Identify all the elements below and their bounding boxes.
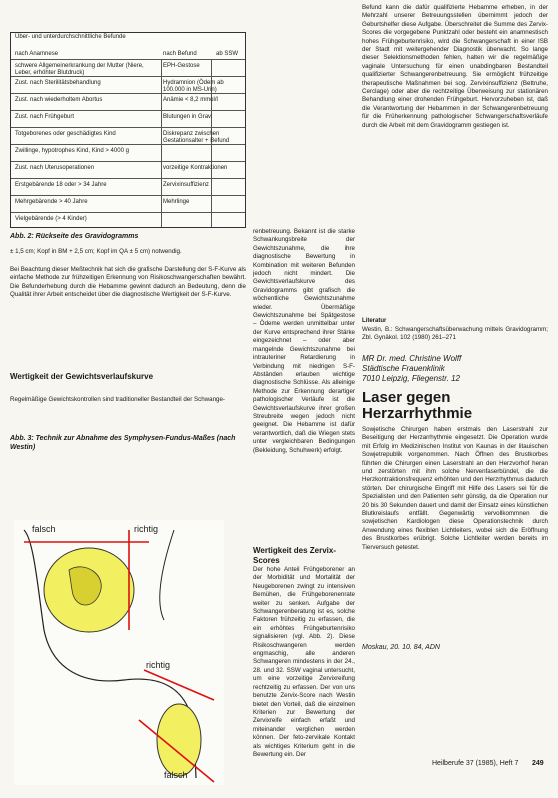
- form-row: [11, 76, 245, 94]
- literature-text: Westin, B.: Schwangerschaftsüberwachung mittels Gravidogramm; Zbl. Gynäkol. 102 (1980) 261–271: [362, 326, 548, 342]
- heading-wertigkeit: Wertigkeit der Gewichtsverlaufskurve: [10, 372, 154, 381]
- form-header-1: Über- und unterdurchschnittliche Befunde: [15, 34, 126, 40]
- form-row-anamnese: Zust. nach wiederholtem Abortus: [15, 97, 103, 103]
- form-row-anamnese: Zust. nach Frühgeburt: [15, 114, 75, 120]
- col3-text2: Sowjetische Chirurgen haben erstmals den Laserstrahl zur Beseitigung der Herzarrhythmie eingesetzt. Die Operation wurde mit Erfolg im Medizinischen Institut von Kaunas in der litauischen Sowjetrepublik vorgenommen. Nach Öffnen des Brustkorbes führten die Chirurgen einen Laserstrahl an den Herzvorhof heran und zerstörten mit ihm solche Nervenfaserbündel, die die Herzkontraktionsfrequenz erhöhten und den Herzrhythmus dadurch störten. Der chirurgische Eingriff mit Hilfe des Lasers sei für die Spezialisten und den Patienten sehr günstig, da die Operation nur 20 bis 30 Sekunden dauert und damit der Einsatz eines künstlichen Blutkreislaufs entfällt. Gegenwärtig vervollkommnen die sowjetischen Kardiologen diese Operationstechnik durch Anwendung eines flexiblen Lichtleiters, wobei sich die Eröffnung des Brustkorbes erübrigt. Solche Lichtleiter werden bereits im Tierversuch getestet.: [362, 426, 548, 551]
- form-row-befund: Blutungen in Grav.: [163, 114, 213, 120]
- col2-text1: renbetreuung. Bekannt ist die starke Schwankungsbreite der Gewichtszunahme, die ihre diagnostische Bewertung in Kombination mit weiteren Befunden jedoch nicht mindert. Die Gewichtsverlaufskurve des Gravidogramms gibt grafisch die wöchentliche Gewichtszunahme wieder. Übermäßige Gewichtszunahme bei Spätgestose – Ödeme werden unmittelbar unter der Kurve entsprechend ihrer Stärke eingezeichnet – oder aber mangelnde Gewichtszunahme bei intrauteriner Retardierung in Verbindung mit niedrigen S-F-Abständen erlauben wichtige diagnostische Schlüsse. Als alleinige Methode zur Erkennung derartiger pathologischer Verläufe ist die Gewichtsverlaufskurve ihrer großen Streubreite wegen jedoch nicht geeignet. Die Hebamme ist dafür verantwortlich, daß die Wiegen stets unter vergleichbaren Bedingungen (Bekleidung, Schuhwerk) erfolgt.: [253, 228, 355, 454]
- form-header-2: nach Anamnese: [15, 51, 59, 57]
- news-source: Moskau, 20. 10. 84, ADN: [362, 644, 440, 651]
- form-row-befund: Zervixinsuffizienz: [163, 182, 209, 188]
- fig3-drawing: [14, 520, 224, 785]
- page-number: 249: [532, 760, 544, 767]
- form-row-anamnese: Zust. nach Uterusoperationen: [15, 165, 95, 171]
- form-row-befund: vorzeitige Kontraktionen: [163, 165, 228, 171]
- gravidogram-form: [10, 32, 246, 228]
- col1-text1: ± 1,5 cm; Kopf in BM + 2,5 cm; Kopf im QA ± 5 cm) notwendig.: [10, 248, 182, 255]
- form-row: [11, 110, 245, 128]
- author: MR Dr. med. Christine Wolff Städtische Frauenklinik 7010 Leipzig, Fliegenstr. 12: [362, 354, 462, 383]
- label-richtig-top: richtig: [134, 524, 159, 534]
- form-header-col3: ab SSW: [216, 51, 239, 57]
- form-row: [11, 161, 245, 179]
- form-row: [11, 59, 245, 77]
- form-header-col2: nach Befund: [163, 51, 197, 57]
- form-row-anamnese: Vielgebärende (> 4 Kinder): [15, 216, 87, 222]
- form-row-anamnese: schwere Allgemeinerkrankung der Mutter (Niere, Leber, erhöhter Blutdruck): [15, 63, 144, 76]
- label-falsch-top: falsch: [32, 524, 56, 534]
- form-row-befund: EPH-Gestose: [163, 63, 200, 69]
- journal-footer: Heilberufe 37 (1985), Heft 7: [432, 760, 519, 767]
- form-row-anamnese: Erstgebärende 18 oder > 34 Jahre: [15, 182, 107, 188]
- label-richtig-bottom: richtig: [146, 660, 171, 670]
- label-falsch-bottom: falsch: [164, 770, 188, 780]
- laser-title: Laser gegen Herzarrhythmie: [362, 389, 473, 422]
- form-row-befund: Mehrlinge: [163, 199, 190, 205]
- col1-text2: Bei Beachtung dieser Meßtechnik hat sich die grafische Darstellung der S-F-Kurve als einfache Methode zur frühzeitigen Erkennung von Risikoschwangerschaften bewährt. Die Befunderhebung durch die Hebamme gewinnt dadurch an Bedeutung, denn die Qualität ihrer Arbeit entscheidet über die diagnostische Wertigkeit der S-F-Kurve.: [10, 266, 246, 299]
- form-row: [11, 93, 245, 111]
- col1-text3: Regelmäßige Gewichtskontrollen sind traditioneller Bestandteil der Schwange-: [10, 396, 225, 403]
- col2-text2: Der hohe Anteil Frühgeborener an der Morbidität und Mortalität der Neugeborenen zwingt zu intensiven Bemühen, die Frühgeborenenrate weiter zu senken. Aufgabe der Schwangerenberatung ist es, solche Faktoren frühzeitig zu erfassen, die ein erhöhtes Frühgeburtenrisiko signalisieren (vgl. Abb. 2). Diese Risikoschwangeren werden engmaschig, alle anderen Schwangeren mindestens in der 24., 28. und 32. SSW vaginal untersucht, um eine vorzeitige Zervixreifung rechtzeitig zu erfassen. Der von uns benutzte Zervix-Score nach Westin bietet den Vorteil, daß die einzelnen Kriterien zur Bewertung der Zervixreife einfach erfaßt und miteinander verglichen werden können. Der feto-zervikale Kontakt als wichtiges Kriterium geht in die Bewertung ein. Der: [253, 566, 355, 758]
- form-row: [11, 195, 245, 213]
- fig3-illustration: [14, 520, 224, 785]
- literature-heading: Literatur: [362, 318, 387, 324]
- form-row: [11, 127, 245, 145]
- heading-zervix: Wertigkeit des Zervix-Scores: [253, 546, 336, 565]
- form-row: [11, 144, 245, 162]
- form-row-befund: Anämie < 8,2 mmol/l: [163, 97, 218, 103]
- form-row-befund: Diskrepanz zwischen Gestationsalter + Befund: [163, 131, 230, 144]
- fig3-caption: Abb. 3: Technik zur Abnahme des Symphysen-Fundus-Maßes (nach Westin): [10, 435, 236, 451]
- form-row-anamnese: Mehrgebärende > 40 Jahre: [15, 199, 88, 205]
- form-row-anamnese: Zwillinge, hypotrophes Kind, Kind > 4000 g: [15, 148, 129, 154]
- fig2-caption: Abb. 2: Rückseite des Gravidogramms: [10, 233, 139, 240]
- form-row-befund: Hydramnion (Ödem ab 100.000 in MS-Urin): [163, 80, 224, 93]
- form-row: [11, 178, 245, 196]
- form-row-anamnese: Zust. nach Sterilitätsbehandlung: [15, 80, 101, 86]
- form-row: [11, 212, 245, 230]
- col3-text1: Befund kann die dafür qualifizierte Hebamme erheben, in der Mehrzahl unserer Betreuungsstellen übernimmt jedoch der Geburtshelfer diese Aufgabe. Überschreitet die Summe des Zervix-Scores die vorgegebene Punktzahl oder besteht ein anamnestisch hohes Frühgeburtenrisiko, wird die Schwangerschaft in einer ISB der Stadt mit weitergehender Diagnostik überwacht. So lange dieser Selektionsmethoden fehlen, halten wir die regelmäßige vaginale Untersuchung für einen unabdingbaren Bestandteil qualifizierter Schwangerenbetreuung. Sie ermöglicht frühzeitige therapeutische Maßnahmen bei sog. Zervixinsuffizienz (Bettruhe, Cerclage) oder aber die rechtzeitige Überweisung zur stationären Behandlung einer drohenden Frühgeburt. Hervorzuheben ist, daß die Verantwortung der Hebammen in der Schwangerenbetreuung für die Früherkennung pathologischer Schwangerschaftsverläufe durch die Arbeit mit dem Gravidogramm gestiegen ist.: [362, 4, 548, 129]
- form-row-anamnese: Totgeborenes oder geschädigtes Kind: [15, 131, 116, 137]
